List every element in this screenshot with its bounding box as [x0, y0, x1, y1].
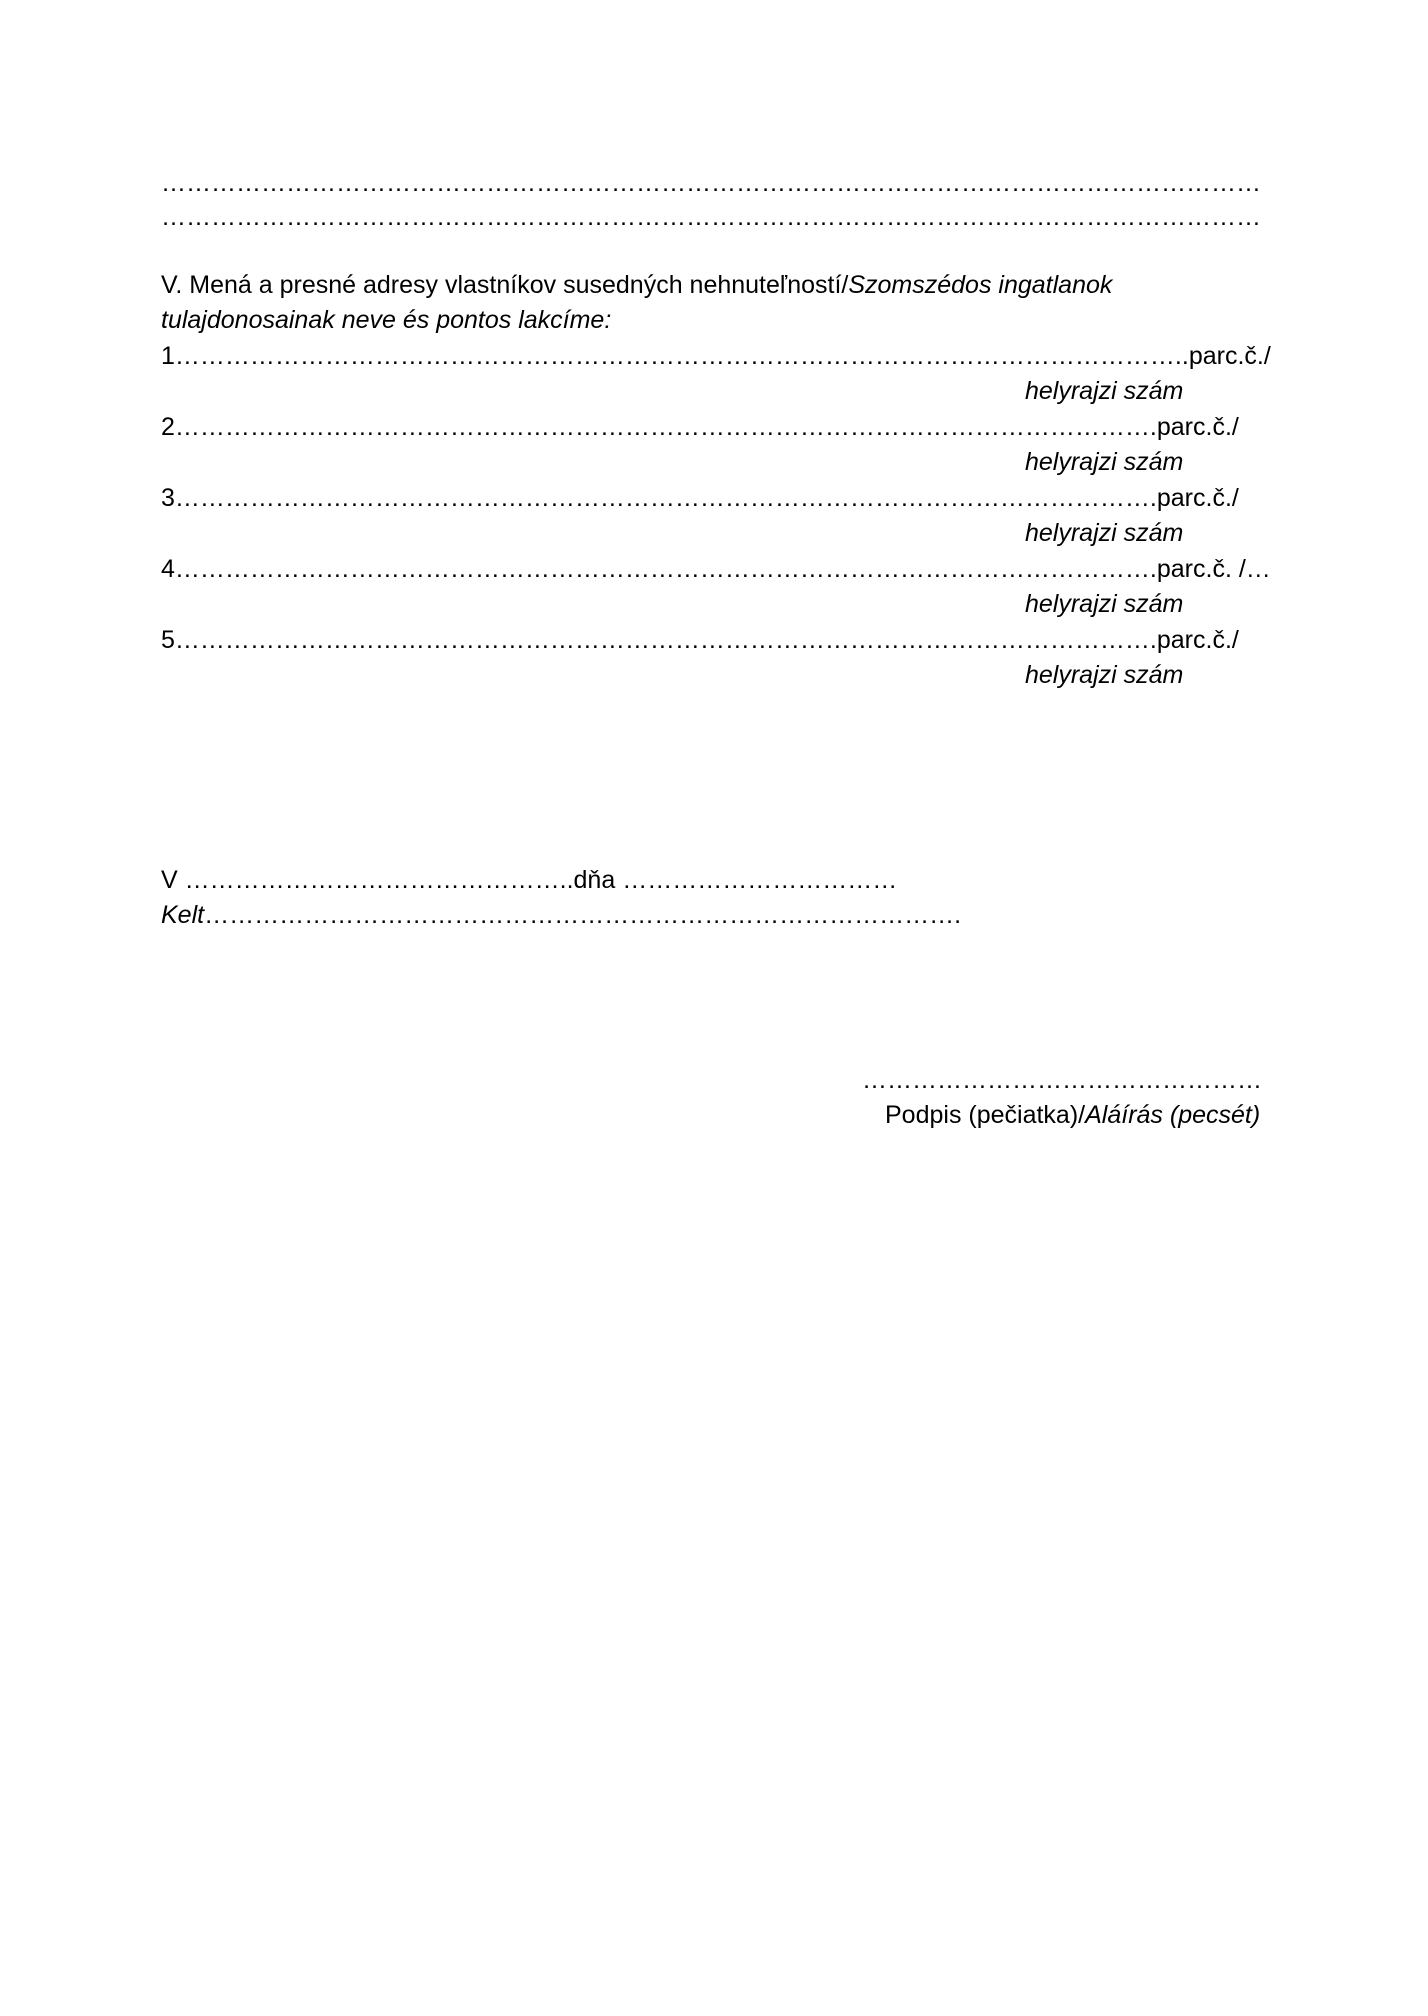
- parcel-label: parc.č./: [1156, 626, 1239, 654]
- date-field[interactable]: ……………………………: [615, 866, 898, 894]
- neighbor-row-1: [161, 338, 1271, 374]
- kelt-field[interactable]: ……………………………………………………………………………….: [204, 901, 962, 929]
- parcel-number-field[interactable]: …: [1245, 555, 1271, 583]
- neighbor-name-field[interactable]: ……………………………………………………………………………………………………….: [174, 413, 1157, 441]
- section-v-heading: [161, 267, 1112, 303]
- section-v-heading-hu-part1: Szomszédos ingatlanok: [848, 271, 1113, 299]
- neighbor-row-4: [161, 551, 1271, 587]
- row-number: 1: [161, 342, 175, 370]
- row-number: 2: [161, 413, 175, 441]
- parcel-label: parc.č./: [1188, 342, 1271, 370]
- neighbor-name-field[interactable]: ……………………………………………………………………………………………………….: [174, 555, 1157, 583]
- place-label: V: [161, 866, 178, 894]
- neighbor-row-3: [161, 480, 1239, 516]
- place-date-line: [161, 862, 897, 898]
- signature-label: [885, 1097, 1260, 1133]
- kelt-line: [161, 897, 961, 933]
- neighbor-name-field[interactable]: …………………………………………………………………………………………………………..: [174, 342, 1189, 370]
- row-number: 4: [161, 555, 175, 583]
- parcel-sub-label-5: helyrajzi szám: [1025, 661, 1184, 689]
- row-number: 3: [161, 484, 175, 512]
- blank-line-1[interactable]: ……………………………………………………………………………………………………………………: [161, 169, 1261, 197]
- parcel-sub-label-4: helyrajzi szám: [1025, 590, 1184, 618]
- place-field[interactable]: ………………………………………..: [177, 866, 574, 894]
- parcel-label: parc.č./: [1156, 413, 1239, 441]
- parcel-sub-label-2: helyrajzi szám: [1025, 448, 1184, 476]
- signature-field[interactable]: …………………………………………: [862, 1066, 1262, 1094]
- signature-label-sk: Podpis (pečiatka)/: [885, 1101, 1086, 1129]
- date-label: dňa: [573, 866, 616, 894]
- signature-label-hu: Aláírás (pecsét): [1085, 1101, 1261, 1129]
- blank-line-2[interactable]: ……………………………………………………………………………………………………………………: [161, 203, 1261, 231]
- parcel-label: parc.č./: [1156, 484, 1239, 512]
- row-number: 5: [161, 626, 175, 654]
- kelt-label: Kelt: [161, 901, 205, 929]
- section-v-heading-sk: V. Mená a presné adresy vlastníkov susedných nehnuteľností/: [161, 271, 849, 299]
- section-v-heading-hu-part2: tulajdonosainak neve és pontos lakcíme:: [161, 306, 612, 334]
- parcel-sub-label-3: helyrajzi szám: [1025, 519, 1184, 547]
- neighbor-name-field[interactable]: ……………………………………………………………………………………………………….: [174, 626, 1157, 654]
- neighbor-row-2: [161, 409, 1239, 445]
- parcel-label: parc.č. /: [1156, 555, 1246, 583]
- neighbor-row-5: [161, 622, 1239, 658]
- parcel-sub-label-1: helyrajzi szám: [1025, 377, 1184, 405]
- neighbor-name-field[interactable]: ……………………………………………………………………………………………………….: [174, 484, 1157, 512]
